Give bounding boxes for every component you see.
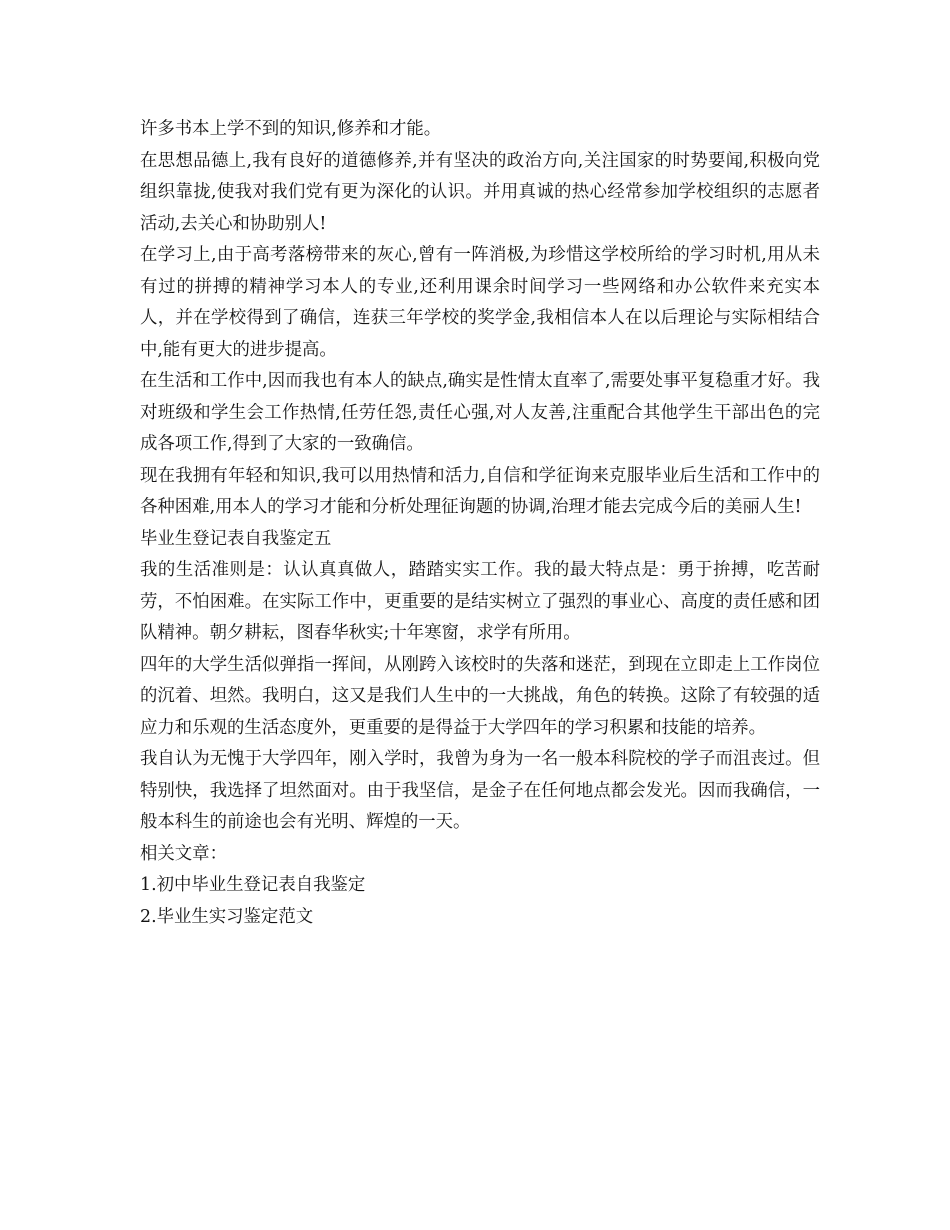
paragraph-university-life: 四年的大学生活似弹指一挥间，从刚跨入该校时的失落和迷茫，到现在立即走上工作岗位的沉着、坦然。我明白，这又是我们人生中的一大挑战，角色的转换。这除了有较强的适应力和乐观的生活态度外，更重要的是得益于大学四年的学习积累和技能的培养。 bbox=[140, 654, 820, 738]
paragraph-study: 在学习上,由于高考落榜带来的灰心,曾有一阵消极,为珍惜这学校所给的学习时机,用从未有过的拼搏的精神学习本人的专业,还利用课余时间学习一些网络和办公软件来充实本人，并在学校得到了确信，连获三年学校的奖学金,我相信本人在以后理论与实际相结合中,能有更大的进步提高。 bbox=[140, 245, 820, 360]
related-article-link[interactable]: 1.初中毕业生登记表自我鉴定 bbox=[140, 875, 366, 895]
paragraph-intro-fragment: 许多书本上学不到的知识,修养和才能。 bbox=[140, 119, 442, 139]
related-articles-heading: 相关文章： bbox=[140, 843, 227, 864]
section-heading: 毕业生登记表自我鉴定五 bbox=[140, 528, 332, 549]
document-body bbox=[140, 114, 820, 933]
paragraph-life-principles: 我的生活准则是：认认真真做人，踏踏实实工作。我的最大特点是：勇于拚搏，吃苦耐劳，不怕困难。在实际工作中，更重要的是结实树立了强烈的事业心、高度的责任感和团队精神。朝夕耕耘，图春华秋实;十年寒窗，求学有所用。 bbox=[140, 560, 820, 643]
related-article-link[interactable]: 2.毕业生实习鉴定范文 bbox=[140, 906, 314, 927]
paragraph-self-assessment: 我自认为无愧于大学四年，刚入学时，我曾为身为一名一般本科院校的学子而沮丧过。但特别快，我选择了坦然面对。由于我坚信，是金子在任何地点都会发光。因而我确信，一般本科生的前途也会有光明、辉煌的一天。 bbox=[140, 749, 820, 832]
paragraph-life-and-work: 在生活和工作中,因而我也有本人的缺点,确实是性情太直率了,需要处事平复稳重才好。我对班级和学生会工作热情,任劳任怨,责任心强,对人友善,注重配合其他学生干部出色的完成各项工作,得到了大家的一致确信。 bbox=[140, 371, 820, 454]
paragraph-future: 现在我拥有年轻和知识,我可以用热情和活力,自信和学征询来克服毕业后生活和工作中的各种困难,用本人的学习才能和分析处理征询题的协调,治理才能去完成今后的美丽人生! bbox=[140, 465, 820, 517]
paragraph-moral-character: 在思想品德上,我有良好的道德修养,并有坚决的政治方向,关注国家的时势要闻,积极向党组织靠拢,使我对我们党有更为深化的认识。并用真诚的热心经常参加学校组织的志愿者活动,去关心和协助别人! bbox=[140, 150, 820, 234]
